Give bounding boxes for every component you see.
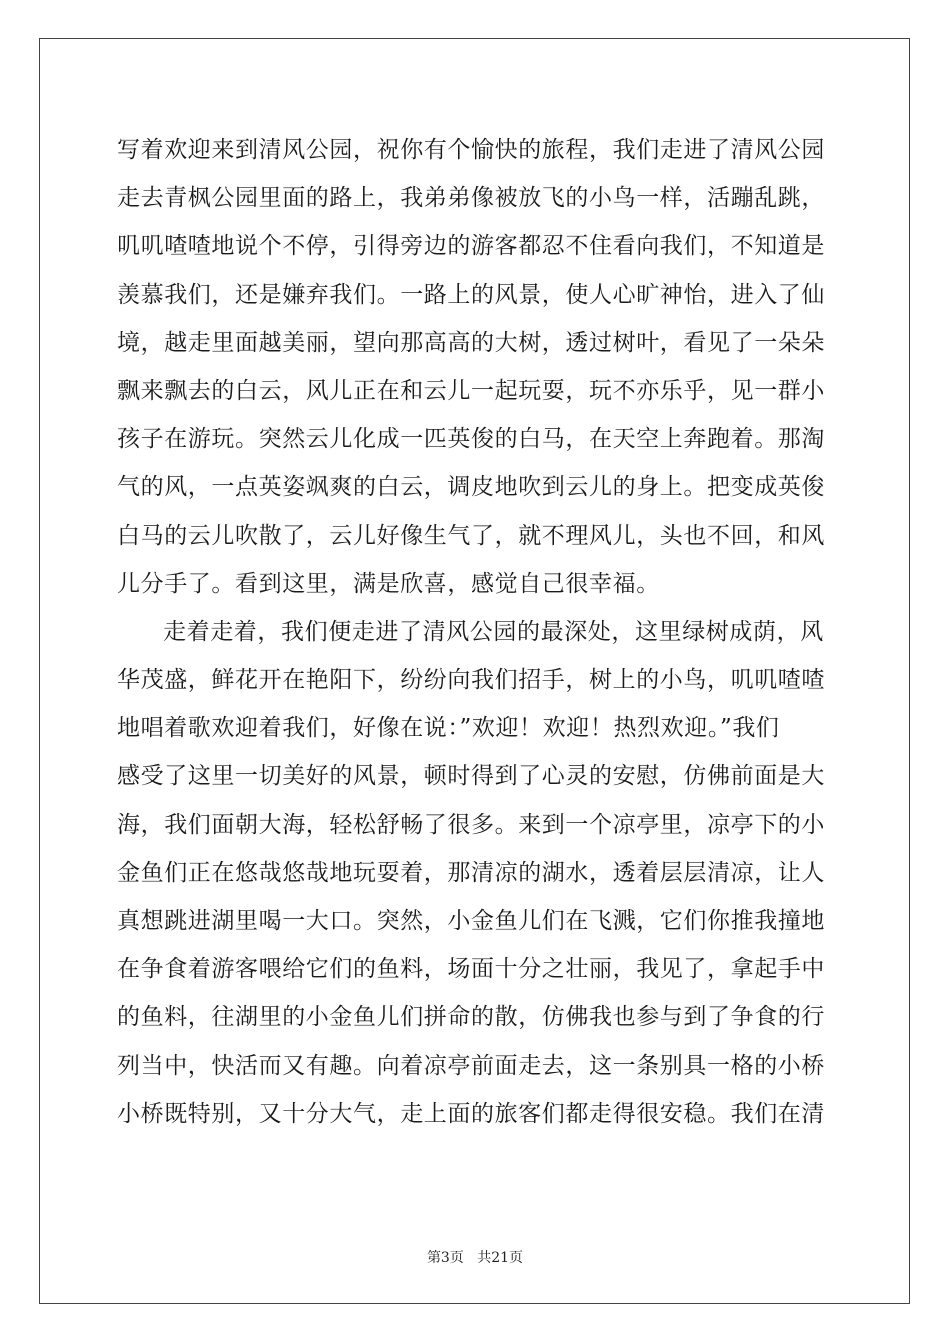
text-line: 孩子在游玩。突然云儿化成一匹英俊的白马，在天空上奔跑着。那淘 — [117, 426, 825, 453]
text-line: 叽叽喳喳地说个不停，引得旁边的游客都忍不住看向我们，不知道是 — [117, 233, 825, 260]
text-line: 的鱼料，往湖里的小金鱼儿们拼命的散，仿佛我也参与到了争食的行 — [117, 1004, 825, 1031]
text-line: 白马的云儿吹散了，云儿好像生气了，就不理风儿，头也不回，和风 — [117, 522, 825, 549]
text-line: 小桥既特别，又十分大气，走上面的旅客们都走得很安稳。我们在清 — [117, 1100, 825, 1127]
document-body — [117, 126, 837, 1138]
text-line: 在争食着游客喂给它们的鱼料，场面十分之壮丽，我见了，拿起手中 — [117, 956, 825, 983]
page-footer — [0, 1247, 950, 1267]
text-line: 海，我们面朝大海，轻松舒畅了很多。来到一个凉亭里，凉亭下的小 — [117, 811, 825, 838]
text-line: 气的风，一点英姿飒爽的白云，调皮地吹到云儿的身上。把变成英俊 — [117, 474, 825, 501]
text-line: 儿分手了。看到这里，满是欣喜，感觉自己很幸福。 — [117, 570, 660, 597]
text-line: 境，越走里面越美丽，望向那高高的大树，透过树叶，看见了一朵朵 — [117, 329, 825, 356]
text-line: 地唱着歌欢迎着我们，好像在说：”欢迎！欢迎！热烈欢迎。”我们 — [117, 715, 780, 742]
text-line: 列当中，快活而又有趣。向着凉亭前面走去，这一条别具一格的小桥 — [117, 1052, 825, 1079]
text-line: 感受了这里一切美好的风景，顿时得到了心灵的安慰，仿佛前面是大 — [117, 763, 825, 790]
text-line: 走去青枫公园里面的路上，我弟弟像被放飞的小鸟一样，活蹦乱跳， — [117, 185, 825, 212]
text-line: 华茂盛，鲜花开在艳阳下，纷纷向我们招手，树上的小鸟，叽叽喳喳 — [117, 667, 825, 694]
page-total: 共21页 — [477, 1250, 524, 1266]
text-line: 飘来飘去的白云，风儿正在和云儿一起玩耍，玩不亦乐乎，见一群小 — [117, 377, 825, 404]
text-line: 真想跳进湖里喝一大口。突然，小金鱼儿们在飞溅，它们你推我撞地 — [117, 908, 825, 934]
text-line: 羡慕我们，还是嫌弃我们。一路上的风景，使人心旷神怡，进入了仙 — [117, 281, 825, 308]
text-line: 走着走着，我们便走进了清风公园的最深处，这里绿树成荫，风 — [163, 618, 824, 645]
page-number: 第3页 — [426, 1250, 464, 1266]
text-line: 写着欢迎来到清风公园，祝你有个愉快的旅程，我们走进了清风公园 — [117, 137, 825, 163]
text-line: 金鱼们正在悠哉悠哉地玩耍着，那清凉的湖水，透着层层清凉，让人 — [117, 859, 825, 886]
